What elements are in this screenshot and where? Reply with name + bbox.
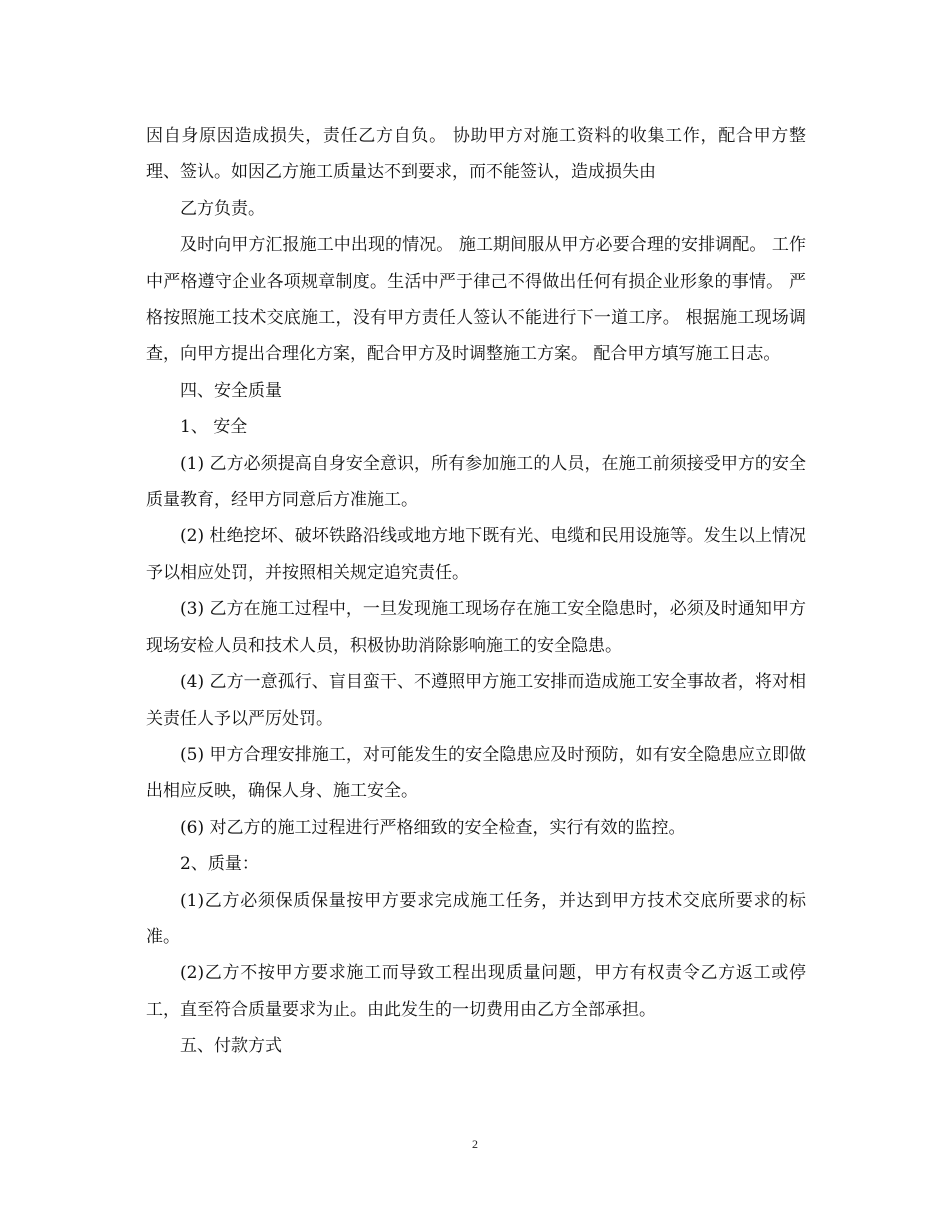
list-item: (3) 乙方在施工过程中，一旦发现施工现场存在施工安全隐患时，必须及时通知甲方现场安检人员和技术人员，积极协助消除影响施工的安全隐患。 [146, 599, 806, 656]
list-item: (1)乙方必须保质保量按甲方要求完成施工任务，并达到甲方技术交底所要求的标准。 [146, 890, 806, 947]
subsection-heading: 1、 安全 [180, 417, 248, 438]
list-item: (1) 乙方必须提高自身安全意识，所有参加施工的人员，在施工前须接受甲方的安全质量教育，经甲方同意后方准施工。 [146, 453, 806, 511]
list-item: (2)乙方不按甲方要求施工而导致工程出现质量问题，甲方有权责令乙方返工或停工，直至符合质量要求为止。由此发生的一切费用由乙方全部承担。 [146, 963, 806, 1020]
list-item: (6) 对乙方的施工过程进行严格细致的安全检查，实行有效的监控。 [180, 817, 686, 838]
page-number: 2 [472, 1137, 478, 1151]
list-item: (4) 乙方一意孤行、盲目蛮干、不遵照甲方施工安排而造成施工安全事故者，将对相关责任人予以严厉处罚。 [146, 672, 806, 729]
paragraph: 及时向甲方汇报施工中出现的情况。 施工期间服从甲方必要合理的安排调配。 工作中严格遵守企业各项规章制度。生活中严于律己不得做出任何有损企业形象的事情。 严格按照施工技术交底施工，没有甲方责任人签认不能进行下一道工序。 根据施工现场调查，向甲方提出合理化方案，配合甲方及时调整施工方案。 配合甲方填写施工日志。 [146, 235, 806, 365]
list-item: (2) 杜绝挖坏、破坏铁路沿线或地方地下既有光、电缆和民用设施等。发生以上情况予以相应处罚，并按照相关规定追究责任。 [146, 526, 806, 583]
paragraph: 因自身原因造成损失，责任乙方自负。 协助甲方对施工资料的收集工作，配合甲方整理、签认。如因乙方施工质量达不到要求，而不能签认，造成损失由 [146, 126, 806, 183]
subsection-heading: 2、质量： [180, 854, 259, 875]
document-body [146, 118, 806, 1065]
paragraph: 乙方负责。 [180, 198, 265, 219]
section-heading: 四、安全质量 [180, 380, 282, 401]
list-item: (5) 甲方合理安排施工，对可能发生的安全隐患应及时预防，如有安全隐患应立即做出相应反映，确保人身、施工安全。 [146, 744, 806, 802]
section-heading: 五、付款方式 [180, 1036, 282, 1057]
